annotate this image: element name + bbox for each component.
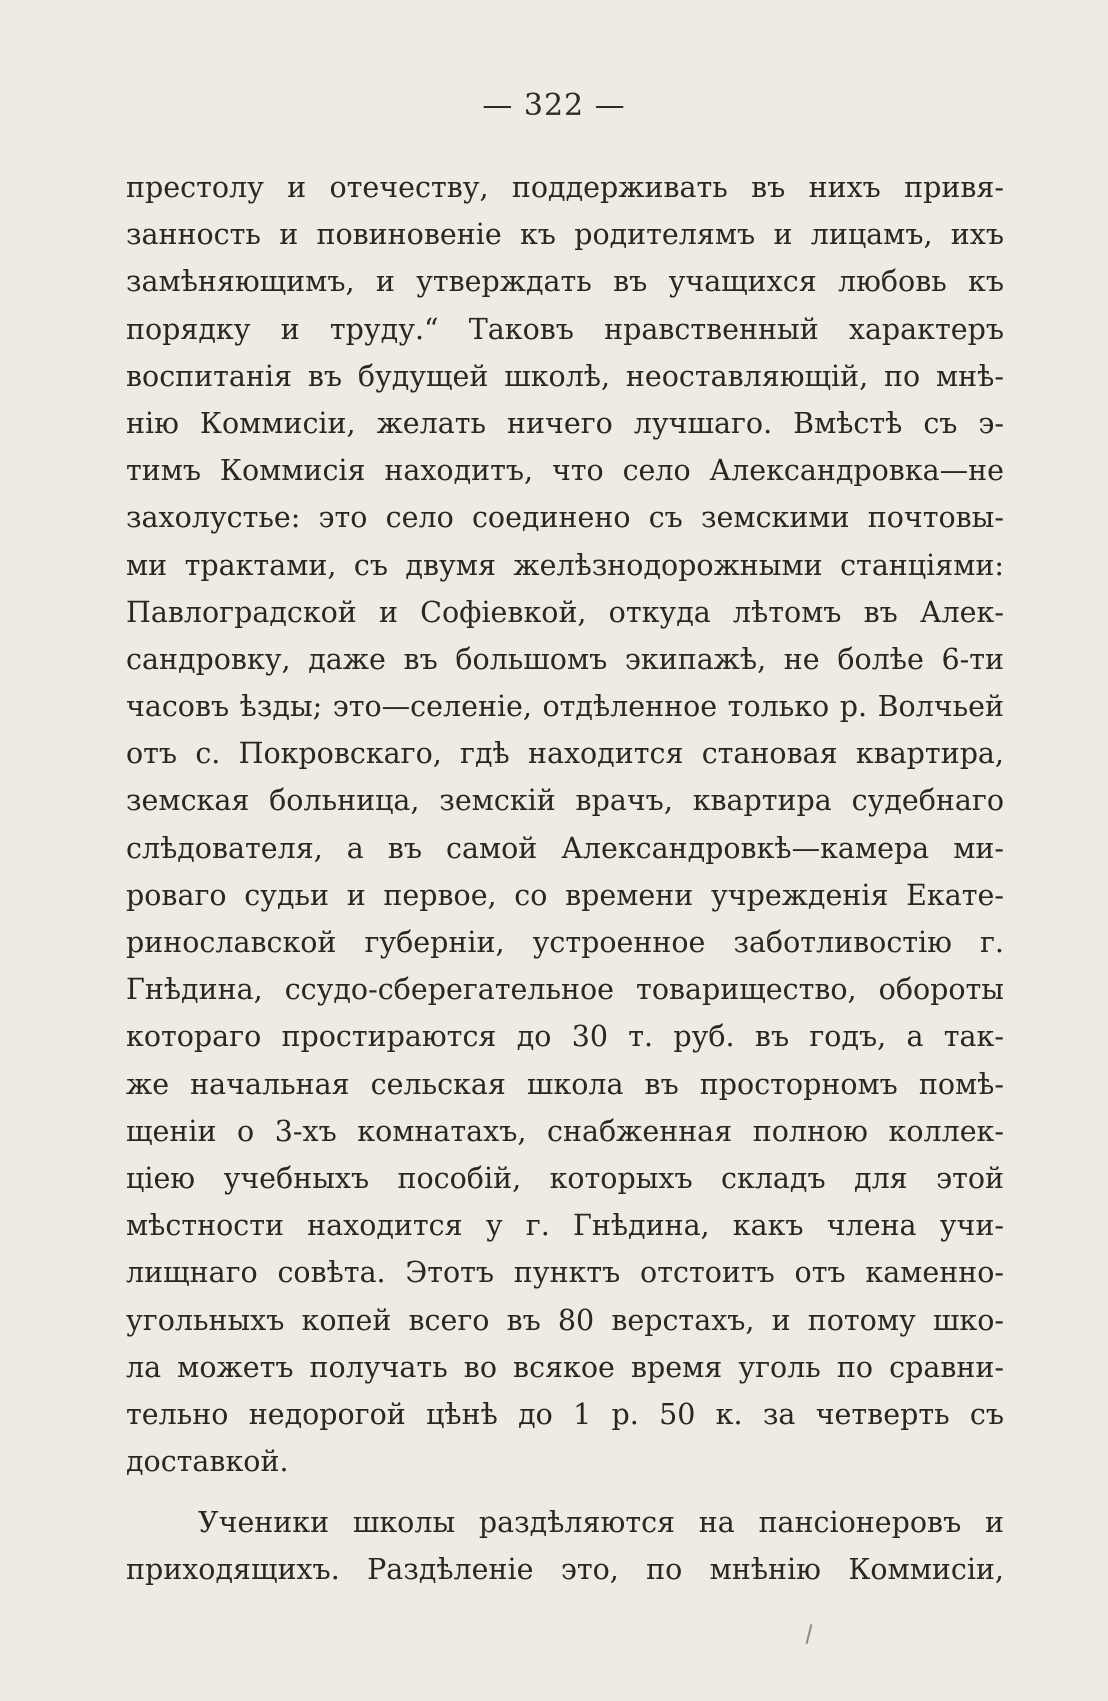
text-line: сандровку, даже въ большомъ экипажѣ, не болѣе 6-ти <box>126 642 1004 676</box>
text-line: ми трактами, съ двумя желѣзнодорожными станціями: <box>126 548 1004 582</box>
text-line: роваго судьи и первое, со времени учрежденія Екате- <box>126 878 1004 912</box>
text-line: ла можетъ получать во всякое время уголь по сравни- <box>126 1350 1004 1384</box>
text-line: земская больница, земскій врачъ, квартира судебнаго <box>126 784 1004 818</box>
text-line: Павлоградской и Софіевкой, откуда лѣтомъ въ Алек- <box>126 595 1004 629</box>
page-number: — 322 — <box>482 88 626 123</box>
text-line: доставкой. <box>126 1445 289 1479</box>
text-line: Ученики школы раздѣляются на пансіонеровъ и <box>198 1506 1004 1540</box>
text-line: захолустье: это село соединено съ земскими почтовы- <box>126 501 1004 535</box>
text-line: Гнѣдина, ссудо-сберегательное товарищество, обороты <box>126 973 1004 1007</box>
text-line: угольныхъ копей всего въ 80 верстахъ, и потому шко- <box>126 1303 1004 1337</box>
text-line: ціею учебныхъ пособій, которыхъ складъ для этой <box>126 1161 1004 1195</box>
text-line: лищнаго совѣта. Этотъ пунктъ отстоитъ отъ каменно- <box>126 1256 1004 1290</box>
text-line: ринославской губерніи, устроенное заботливостію г. <box>126 926 1004 959</box>
paragraph-gap <box>126 1485 1004 1499</box>
text-line: щеніи о 3-хъ комнатахъ, снабженная полною коллек- <box>126 1114 1004 1148</box>
text-line: приходящихъ. Раздѣленіе это, по мнѣнію Коммисіи, <box>126 1553 1004 1587</box>
text-line: замѣняющимъ, и утверждать въ учащихся любовь къ <box>126 265 1004 299</box>
body-text <box>126 164 1004 1594</box>
text-line: порядку и труду.“ Таковъ нравственный характеръ <box>126 312 1004 346</box>
paragraph <box>126 164 1004 1485</box>
text-line: же начальная сельская школа въ просторномъ помѣ- <box>126 1067 1004 1101</box>
text-line: котораго простираются до 30 т. руб. въ годъ, а так- <box>126 1020 1004 1054</box>
text-line: мѣстности находится у г. Гнѣдина, какъ члена учи- <box>126 1209 1004 1243</box>
ink-mark <box>806 1624 813 1644</box>
text-line: тимъ Коммисія находитъ, что село Александровка—не <box>126 454 1004 488</box>
text-line: слѣдователя, а въ самой Александровкѣ—камера ми- <box>126 831 1004 865</box>
text-line: нію Коммисіи, желать ничего лучшаго. Вмѣстѣ съ э- <box>126 406 1004 440</box>
text-line: отъ с. Покровскаго, гдѣ находится становая квартира, <box>126 737 1004 771</box>
text-line: занность и повиновеніе къ родителямъ и лицамъ, ихъ <box>126 218 1004 252</box>
paragraph <box>126 1499 1004 1593</box>
text-line: воспитанія въ будущей школѣ, неоставляющій, по мнѣ- <box>126 359 1004 393</box>
text-line: часовъ ѣзды; это—селеніе, отдѣленное только р. Волчьей <box>126 690 1004 724</box>
text-line: престолу и отечеству, поддерживать въ нихъ привя- <box>126 171 1004 204</box>
text-line: тельно недорогой цѣнѣ до 1 р. 50 к. за четверть съ <box>126 1397 1004 1431</box>
